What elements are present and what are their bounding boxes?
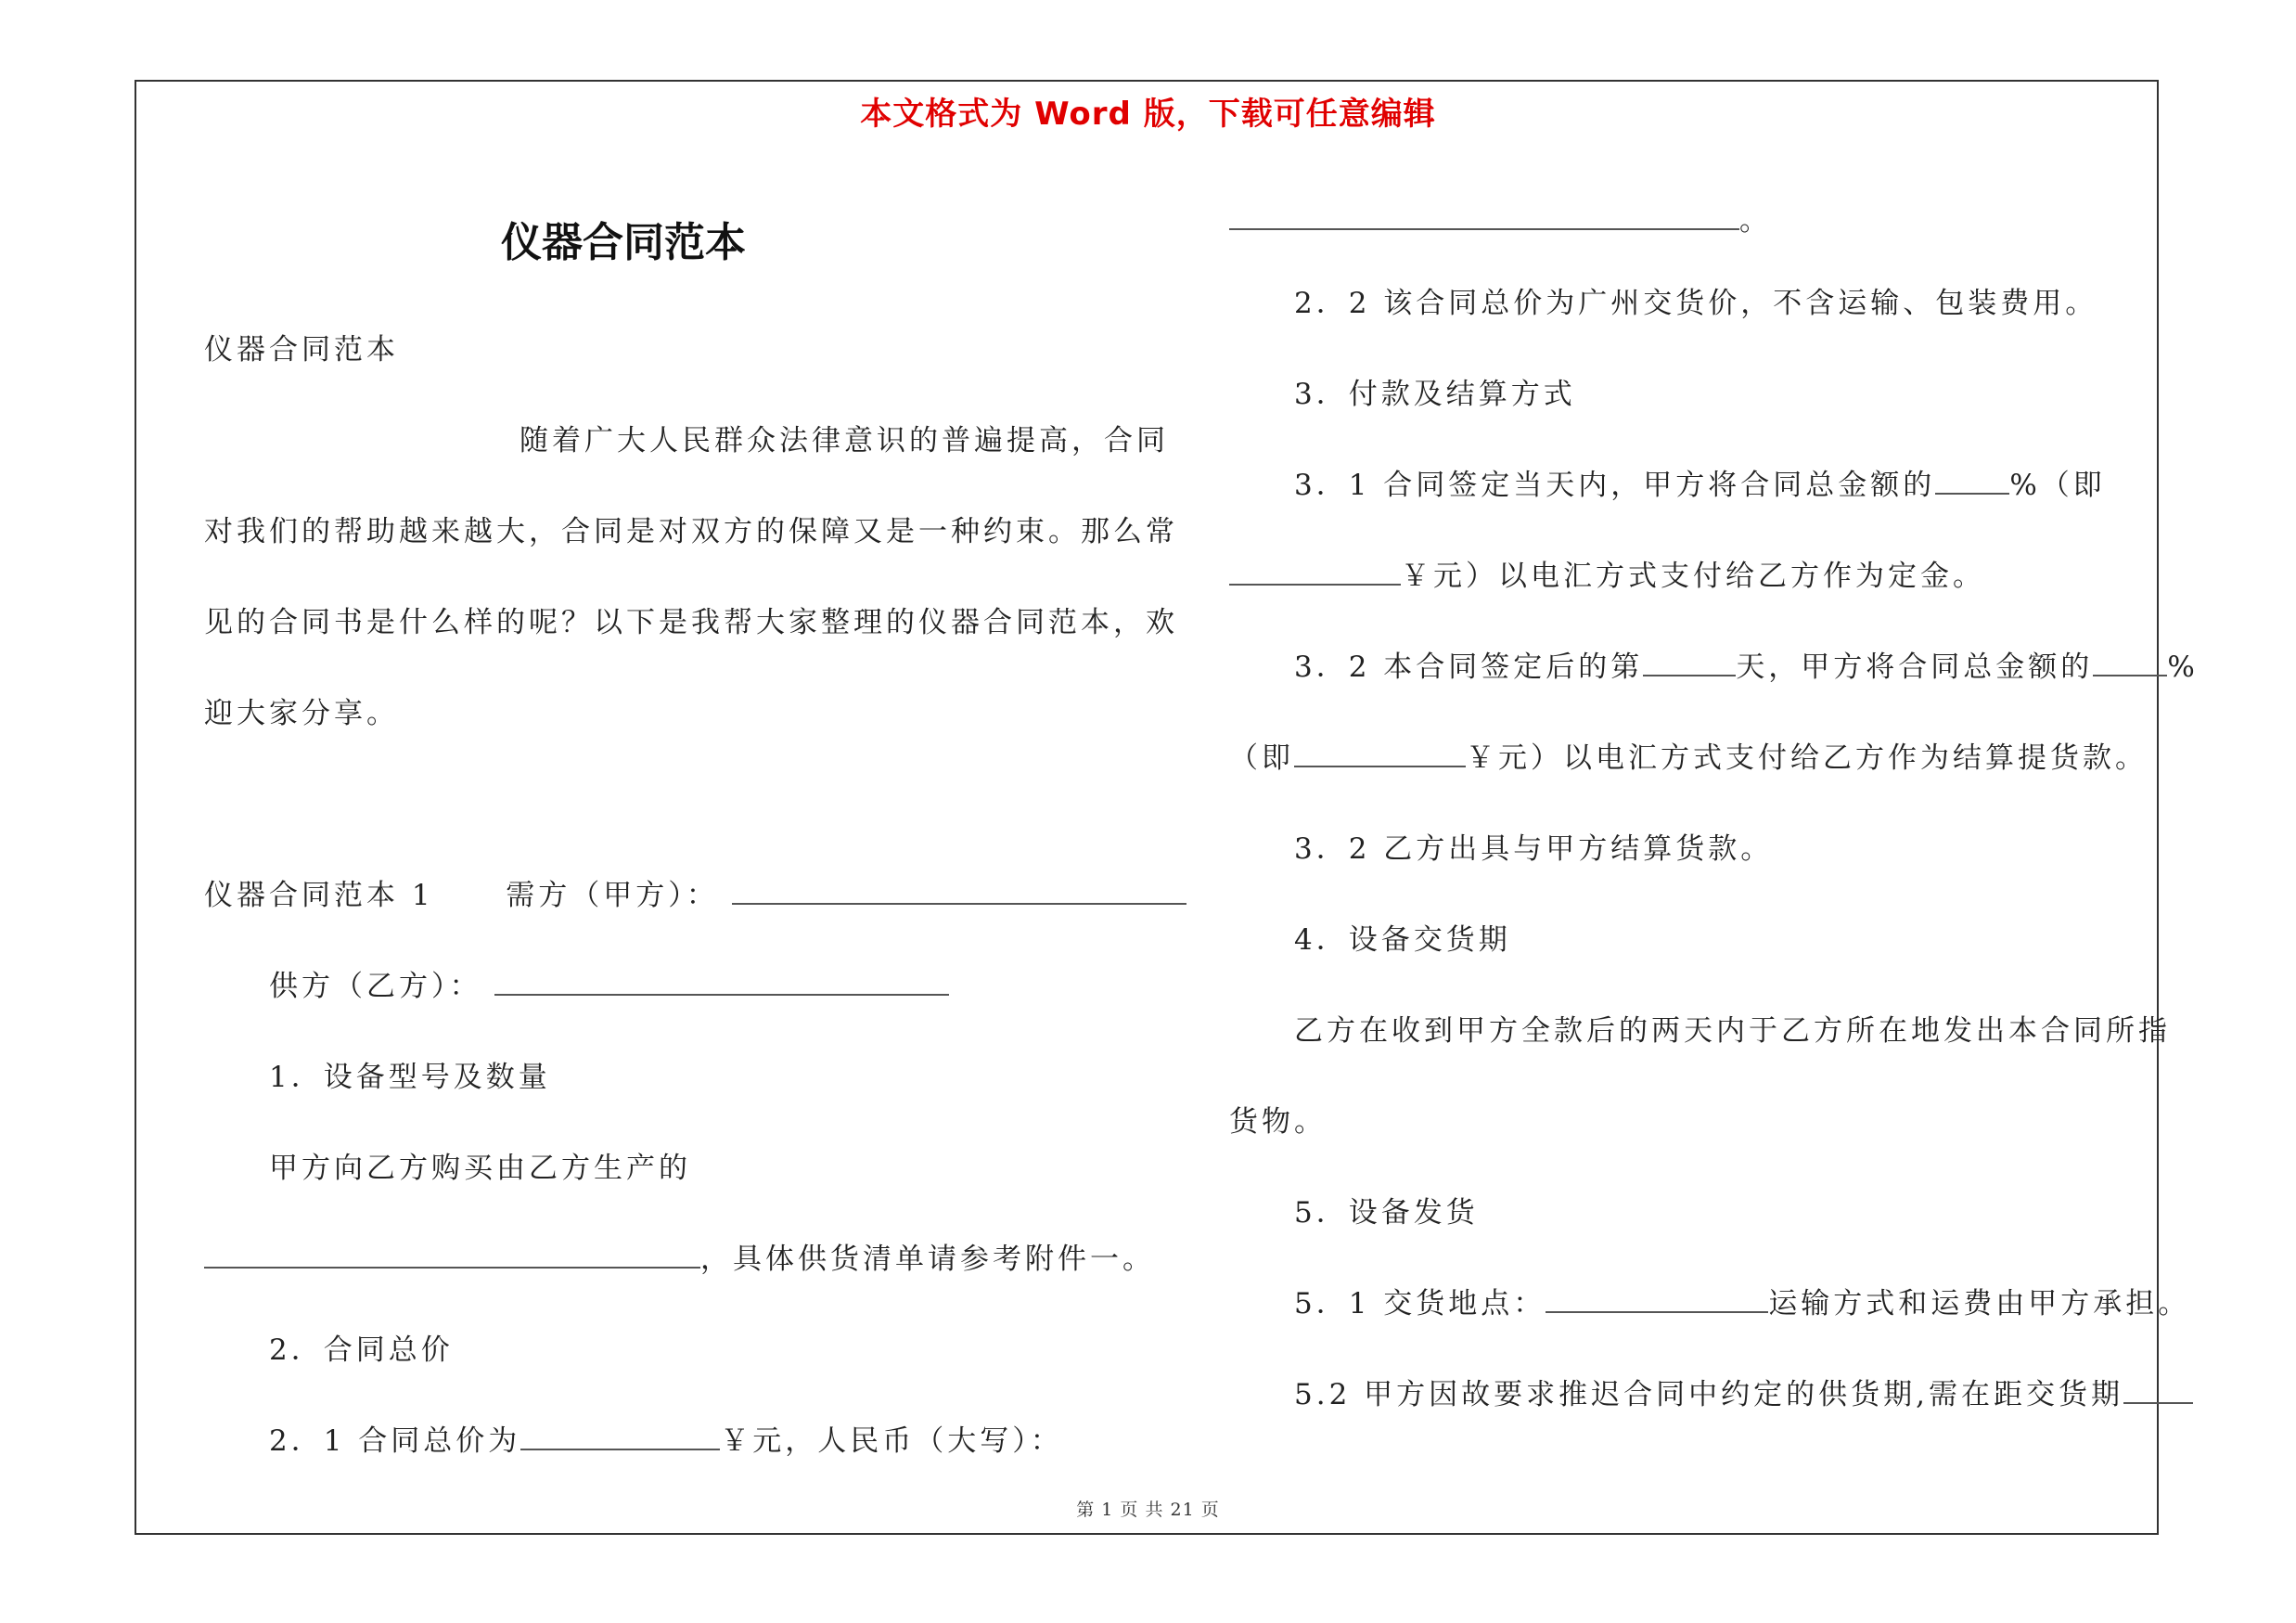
format-banner: 本文格式为 Word 版，下载可任意编辑: [860, 96, 1436, 133]
intro-line-4: 迎大家分享。: [204, 697, 399, 730]
section-3-1-line-2-text: ￥元）以电汇方式支付给乙方作为定金。: [1401, 560, 1985, 593]
settlement-percent-blank: [2093, 650, 2167, 676]
product-blank: [204, 1243, 700, 1269]
section-3-2-prefix: 3．2 本合同签定后的第: [1294, 650, 1644, 684]
section-3-2-line-2: [1229, 740, 2148, 777]
continued-line: [1229, 202, 1772, 239]
section-4-text-2: 货物。: [1229, 1105, 1327, 1139]
section-2-1-suffix: ￥元，人民币（大写）：: [720, 1424, 1063, 1458]
buyer-label: 需方（甲方）：: [506, 879, 719, 912]
section-4-text-1: 乙方在收到甲方全款后的两天内于乙方所在地发出本合同所指: [1294, 1014, 2171, 1048]
total-price-blank: [520, 1424, 720, 1450]
amount-words-blank: [1229, 204, 1739, 230]
section-1-text-2-label: ，具体供货清单请参考附件一。: [700, 1243, 1155, 1276]
section-3-1-suffix: %（即: [2009, 469, 2106, 502]
section-3-1-prefix: 3．1 合同签定当天内，甲方将合同总金额的: [1294, 469, 1936, 502]
deposit-percent-blank: [1935, 469, 2009, 495]
contract-heading: [204, 877, 1186, 914]
intro-line-2: 对我们的帮助越来越大，合同是对双方的保障又是一种约束。那么常: [204, 515, 1178, 548]
section-5-1-prefix: 5．1 交货地点：: [1294, 1287, 1546, 1320]
continued-line-end: 。: [1739, 204, 1772, 238]
section-3-2b: 3．2 乙方出具与甲方结算货款。: [1294, 832, 1774, 866]
document-title: 仪器合同范本: [501, 219, 746, 266]
section-4-heading: 4．设备交货期: [1294, 923, 1511, 957]
subtitle: 仪器合同范本: [204, 333, 399, 367]
section-1-text: 甲方向乙方购买由乙方生产的: [269, 1152, 691, 1185]
section-3-1-line-2: [1229, 558, 1985, 595]
section-1-heading: 1．设备型号及数量: [269, 1061, 551, 1094]
section-3-1: [1294, 467, 2106, 504]
days-blank: [1643, 650, 1736, 676]
section-3-2-line-2-suffix: ￥元）以电汇方式支付给乙方作为结算提货款。: [1466, 741, 2148, 775]
section-2-heading: 2．合同总价: [269, 1333, 454, 1367]
section-2-2: 2．2 该合同总价为广州交货价，不含运输、包装费用。: [1294, 287, 2098, 320]
delay-days-blank: [2123, 1378, 2193, 1404]
page-footer: 第 1 页 共 21 页: [1076, 1500, 1220, 1520]
section-1-text-2: [204, 1241, 1155, 1278]
section-3-2-mid: 天，甲方将合同总金额的: [1736, 650, 2094, 684]
section-2-1-prefix: 2．1 合同总价为: [269, 1424, 521, 1458]
section-5-1: [1294, 1285, 2190, 1322]
section-3-heading: 3．付款及结算方式: [1294, 378, 1576, 411]
section-2-1: [269, 1423, 1063, 1460]
section-5-2: [1294, 1376, 2193, 1413]
section-5-heading: 5．设备发货: [1294, 1196, 1479, 1230]
section-3-2: [1294, 649, 2199, 686]
seller-label: 供方（乙方）：: [269, 970, 482, 1003]
section-3-2-suffix: %: [2167, 650, 2199, 684]
section-3-2-line-2-prefix: （即: [1229, 741, 1294, 775]
intro-line-3: 见的合同书是什么样的呢？以下是我帮大家整理的仪器合同范本，欢: [204, 606, 1178, 639]
section-5-2-text: 5.2 甲方因故要求推迟合同中约定的供货期,需在距交货期: [1294, 1378, 2124, 1411]
contract-heading-text: 仪器合同范本 1: [204, 879, 434, 912]
delivery-place-blank: [1546, 1287, 1768, 1313]
settlement-amount-blank: [1294, 741, 1466, 767]
deposit-amount-blank: [1229, 560, 1401, 586]
buyer-blank: [732, 879, 1186, 905]
intro-line-1: 随着广大人民群众法律意识的普遍提高，合同: [519, 424, 1169, 457]
seller-blank: [494, 970, 949, 996]
section-5-1-suffix: 运输方式和运费由甲方承担。: [1768, 1287, 2191, 1320]
seller-line: [269, 968, 949, 1005]
